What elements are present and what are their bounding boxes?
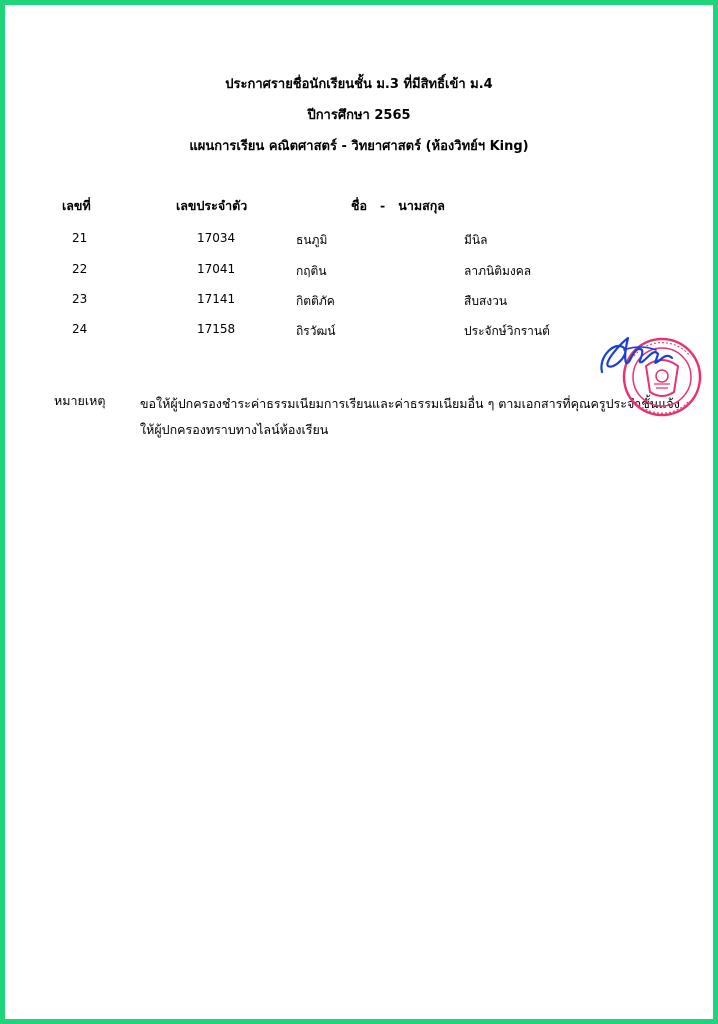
column-header-name: ชื่อ - นามสกุล xyxy=(351,198,445,213)
row-last-name: ประจักษ์วิกรานต์ xyxy=(464,324,550,338)
table-row xyxy=(0,262,718,282)
table-row xyxy=(0,292,718,312)
row-number: 23 xyxy=(72,292,88,306)
row-last-name: มีนิล xyxy=(464,233,488,247)
row-number: 21 xyxy=(72,231,88,245)
row-last-name: ลาภนิติมงคล xyxy=(464,264,532,278)
row-first-name: กิตติภัค xyxy=(296,294,335,308)
row-student-id: 17041 xyxy=(197,262,236,276)
note-label: หมายเหตุ xyxy=(54,393,106,408)
row-first-name: ถิรวัฒน์ xyxy=(296,324,336,338)
row-number: 24 xyxy=(72,322,88,336)
row-student-id: 17034 xyxy=(197,231,236,245)
row-number: 22 xyxy=(72,262,88,276)
announcement-title: ประกาศรายชื่อนักเรียนชั้น ม.3 ที่มีสิทธิ์เข้า ม.4 xyxy=(225,77,493,92)
column-header-student-id: เลขประจำตัว xyxy=(176,198,248,213)
note-text: ขอให้ผู้ปกครองชำระค่าธรรมเนียมการเรียนและค่าธรรมเนียมอื่น ๆ ตามเอกสารที่คุณครูประจำชั้นแจ้งให้ผู้ปกครองทราบทางไลน์ห้องเรียน xyxy=(140,396,680,437)
signature-icon xyxy=(601,338,672,372)
column-header-number: เลขที่ xyxy=(62,198,91,213)
academic-year: ปีการศึกษา 2565 xyxy=(307,108,411,123)
table-row xyxy=(0,231,718,251)
study-program: แผนการเรียน คณิตศาสตร์ - วิทยาศาสตร์ (ห้องวิทย์ฯ King) xyxy=(189,139,529,154)
row-last-name: สืบสงวน xyxy=(464,294,508,308)
row-student-id: 17141 xyxy=(197,292,236,306)
row-student-id: 17158 xyxy=(197,322,236,336)
school-stamp-and-signature xyxy=(594,326,704,422)
row-first-name: ธนภูมิ xyxy=(296,233,328,247)
row-first-name: กฤติน xyxy=(296,264,327,278)
